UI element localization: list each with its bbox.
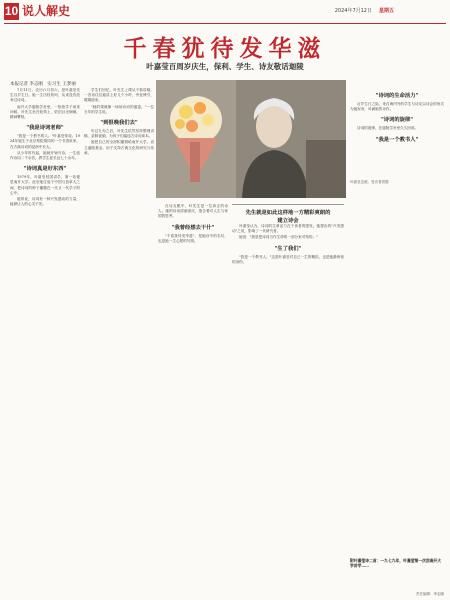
column-4 xyxy=(232,204,344,588)
paragraph: 1979年，叶嘉莹回国讲学，第一站便是南开大学。此后她往返于中国与加拿大之间，把诗词的种子播撒在一代又一代学子的心中。 xyxy=(10,175,80,195)
masthead xyxy=(0,0,450,24)
editor-line: 责任编辑：李志刚 xyxy=(416,592,444,596)
paragraph: "千春犹待发华滋"，是她诗中的名句，也是她一生心愿的写照。 xyxy=(158,233,228,243)
paragraph: "我是一个教书人。"这是叶嘉莹对自己一生的概括，也是她最珍视的身份。 xyxy=(232,254,344,264)
issue-date: 2024年7月12日 xyxy=(334,8,372,14)
paragraph: "我是一个教书的人。"叶嘉莹常说。1924年她生于北京察院胡同的一个书香世家，在古典诗词的浸润中长大。 xyxy=(10,134,80,149)
paragraph: 7月11日，农历六月初六，是叶嘉莹先生百岁生日。她一生历经坎坷，从来没有放弃过诗词。 xyxy=(10,88,80,103)
paragraph: 诗词的旋律，在迦陵学舍里久久回荡。 xyxy=(357,126,419,131)
masthead-rule xyxy=(4,23,446,24)
section-heading: "我是一个教书人" xyxy=(375,136,419,143)
paragraph: 百岁生日之际，来自海内外的学生与诗友以诗会的形式为她祝寿，吟诵她的诗作。 xyxy=(350,102,444,112)
section-heading: "我是诗词老师" xyxy=(26,125,64,132)
section-heading: "诗词的生命活力" xyxy=(375,93,419,99)
column-2 xyxy=(84,88,154,588)
column-1 xyxy=(10,88,80,588)
section-heading: "诗词的旋律" xyxy=(380,117,413,124)
paragraph: 叶嘉莹认为，诗词的生命活力在于读者的感发。她提出的"兴发感动"之说，影响了一代研究者。 xyxy=(232,224,344,234)
paragraph: 从少年时代起，她就开始写诗，一生创作诗词二千余首，教学生涯长达七十余年。 xyxy=(10,150,80,161)
portrait-illustration xyxy=(156,80,346,198)
paragraph: "她的课就像一场场诗词的盛宴。"一位当年的学生说。 xyxy=(84,104,154,114)
weekday: 星期五 xyxy=(378,8,394,14)
byline: 本报记者 李志刚 实习生 王梦丽 xyxy=(10,82,76,87)
center-heading: 先生就是如此这样地一方精彩爽朗的 xyxy=(232,204,344,216)
section-heading: "到很晚我们去" xyxy=(100,120,138,127)
closing-note: 附叶嘉莹诗二首：一九七九年，叶嘉莹第一次回南开大学讲学…… xyxy=(350,558,442,568)
section-heading: "诗词真是好东西" xyxy=(23,166,67,173)
column-3 xyxy=(158,204,228,588)
section-heading: "我曾经想去干什" xyxy=(171,224,215,231)
center-heading-line-2: 建立诗会 xyxy=(277,218,299,224)
paragraph: 她常说，诗词有一种兴发感动的力量，能够让人的心灵不死。 xyxy=(10,197,80,207)
photo-credit: 叶嘉莹近照。受访者供图 xyxy=(350,180,389,184)
portrait-photo xyxy=(156,80,346,198)
page-number: 10 xyxy=(4,4,19,18)
headline: 千春犹待发华滋 xyxy=(123,35,327,62)
paragraph: 年过九旬之后，叶先生依然坚持整理讲稿、录制视频，为孩子们编选古诗词读本。 xyxy=(84,129,154,139)
paragraph: 她把自己的全部积蓄捐给南开大学，设立迦陵基金，用于支持古典文化的研究与传承。 xyxy=(84,140,154,155)
subhead: 叶嘉莹百周岁庆生，保利、学生、诗友敬话迦陵 xyxy=(146,62,304,71)
paragraph: 南开大学迦陵学舍里，一批批学子前来问候，叶先生坐在轮椅上，依旧目光炯炯，精神矍铄。 xyxy=(10,104,80,120)
paragraph: 在诗友眼中，叶先生是一位真正的诗人。她的诗词清丽深沉，饱含着对人生与家国的思考。 xyxy=(158,204,228,219)
column-5 xyxy=(350,88,444,554)
section-heading: "生了我们" xyxy=(274,245,302,252)
paragraph: 她说："我是把诗词当作生命的一部分来对待的。" xyxy=(239,235,318,240)
section-title: 说人解史 xyxy=(22,4,71,18)
paragraph: 学生们回忆，叶先生上课从不看讲稿，一首诗往往能讲上好几个小时，旁征博引，娓娓道来。 xyxy=(84,88,154,103)
